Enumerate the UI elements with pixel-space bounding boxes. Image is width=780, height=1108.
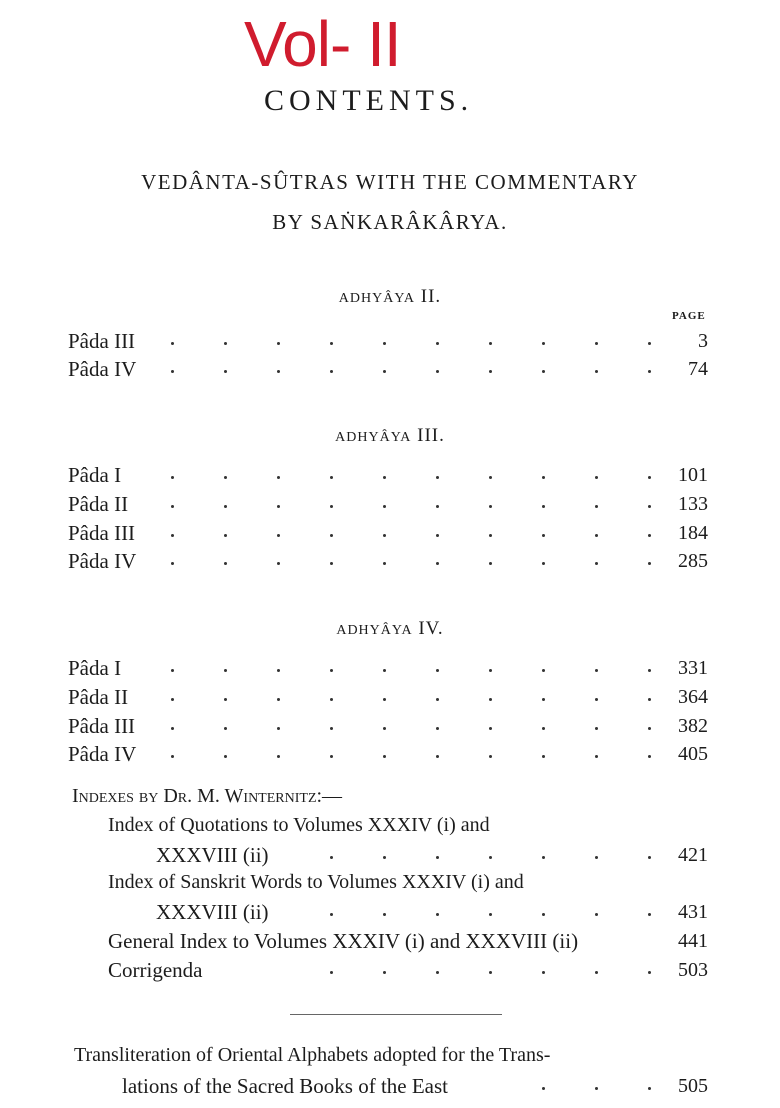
leader-dot (595, 856, 598, 859)
leader-dot (383, 856, 386, 859)
leader-dot (383, 562, 386, 565)
subtitle-line-1: VEDÂNTA-SÛTRAS WITH THE COMMENTARY (141, 170, 639, 194)
leader-dot (648, 913, 651, 916)
leader-dot (648, 562, 651, 565)
leader-dots (168, 491, 648, 517)
leader-dots (168, 684, 648, 710)
leader-dot (277, 669, 280, 672)
leader-dot (171, 562, 174, 565)
leader-dot (595, 370, 598, 373)
leader-dot (542, 913, 545, 916)
leader-dot (277, 755, 280, 758)
leader-dot (489, 698, 492, 701)
leader-dot (489, 505, 492, 508)
leader-dot (330, 342, 333, 345)
toc-entry[interactable] (68, 356, 708, 382)
divider (290, 1014, 502, 1015)
entry-page: 382 (678, 715, 708, 737)
leader-dot (436, 913, 439, 916)
entry-label: Pâda II (68, 685, 129, 709)
leader-dot (277, 505, 280, 508)
leader-dot (595, 913, 598, 916)
entry-page: 421 (678, 844, 708, 866)
leader-dot (436, 370, 439, 373)
leader-dot (171, 476, 174, 479)
leader-dot (330, 669, 333, 672)
leader-dot (542, 505, 545, 508)
entry-page: 285 (678, 550, 708, 572)
leader-dot (224, 698, 227, 701)
leader-dot (595, 505, 598, 508)
leader-dot (171, 698, 174, 701)
leader-dot (383, 342, 386, 345)
leader-dot (595, 755, 598, 758)
toc-entry[interactable] (156, 842, 708, 868)
leader-dot (224, 370, 227, 373)
section-heading-adhyaya-3 (0, 426, 780, 445)
entry-page: 74 (688, 358, 708, 380)
toc-entry[interactable] (68, 462, 708, 488)
leader-dot (224, 562, 227, 565)
leader-dot (383, 476, 386, 479)
entry-label: Pâda III (68, 714, 136, 738)
leader-dot (595, 669, 598, 672)
leader-dot (648, 534, 651, 537)
leader-dot (224, 755, 227, 758)
leader-dot (330, 562, 333, 565)
heading-word: ADHYÂYA (336, 623, 413, 638)
leader-dot (489, 476, 492, 479)
leader-dot (277, 476, 280, 479)
leader-dot (383, 698, 386, 701)
leader-dot (171, 534, 174, 537)
leader-dot (595, 727, 598, 730)
leader-dot (542, 534, 545, 537)
leader-dot (489, 669, 492, 672)
leader-dot (224, 342, 227, 345)
leader-dot (330, 476, 333, 479)
leader-dot (648, 342, 651, 345)
leader-dot (436, 755, 439, 758)
leader-dot (171, 370, 174, 373)
volume-label: Vol- II (244, 8, 401, 80)
leader-dots (512, 1073, 648, 1099)
toc-entry[interactable] (68, 520, 708, 546)
leader-dot (330, 534, 333, 537)
entry-label: Pâda II (68, 492, 129, 516)
leader-dot (224, 476, 227, 479)
leader-dot (277, 698, 280, 701)
entry-label: General Index to Volumes XXXIV (i) and XXXVIII (ii) (108, 929, 579, 953)
leader-dots (168, 655, 648, 681)
entry-label: lations of the Sacred Books of the East (122, 1074, 449, 1098)
leader-dot (436, 534, 439, 537)
leader-dot (277, 370, 280, 373)
leader-dot (489, 370, 492, 373)
leader-dot (330, 698, 333, 701)
entry-label: Pâda IV (68, 357, 137, 381)
leader-dots (168, 328, 648, 354)
entry-page: 101 (678, 464, 708, 486)
leader-dot (648, 370, 651, 373)
leader-dot (436, 856, 439, 859)
leader-dot (330, 727, 333, 730)
leader-dot (542, 856, 545, 859)
entry-page: 364 (678, 686, 708, 708)
leader-dot (383, 913, 386, 916)
leader-dots (168, 462, 648, 488)
leader-dot (489, 856, 492, 859)
toc-entry[interactable] (156, 899, 708, 925)
entry-label: XXXVIII (ii) (156, 843, 269, 867)
entry-label: Pâda IV (68, 742, 137, 766)
leader-dot (595, 342, 598, 345)
leader-dot (648, 669, 651, 672)
leader-dot (542, 971, 545, 974)
leader-dots (296, 899, 648, 925)
entry-page: 503 (678, 959, 708, 981)
leader-dot (436, 476, 439, 479)
leader-dot (489, 342, 492, 345)
leader-dots (168, 548, 648, 574)
leader-dot (224, 727, 227, 730)
leader-dot (595, 1087, 598, 1090)
leader-dot (436, 727, 439, 730)
entry-page: 441 (678, 930, 708, 952)
leader-dot (542, 1087, 545, 1090)
leader-dot (595, 534, 598, 537)
leader-dot (595, 476, 598, 479)
heading-number: II. (420, 286, 442, 307)
toc-entry[interactable] (68, 548, 708, 574)
leader-dot (277, 727, 280, 730)
leader-dot (277, 342, 280, 345)
entry-page: 133 (678, 493, 708, 515)
leader-dot (436, 698, 439, 701)
indexes-heading: Indexes by Dr. M. Winternitz:— (72, 785, 343, 807)
leader-dot (330, 505, 333, 508)
entry-page: 184 (678, 522, 708, 544)
entry-page: 331 (678, 657, 708, 679)
leader-dot (489, 562, 492, 565)
leader-dot (171, 755, 174, 758)
leader-dot (330, 913, 333, 916)
leader-dot (383, 727, 386, 730)
toc-entry[interactable] (68, 491, 708, 517)
leader-dot (383, 534, 386, 537)
leader-dot (383, 971, 386, 974)
leader-dot (171, 505, 174, 508)
leader-dot (224, 669, 227, 672)
leader-dot (648, 856, 651, 859)
subtitle-line-2: BY SAṄKARÂKÂRYA. (272, 210, 508, 234)
heading-number: IV. (418, 618, 444, 639)
leader-dots (168, 520, 648, 546)
leader-dot (224, 505, 227, 508)
leader-dot (436, 342, 439, 345)
toc-entry[interactable] (108, 928, 708, 954)
leader-dots (168, 741, 648, 767)
leader-dot (648, 971, 651, 974)
entry-label: Pâda III (68, 329, 136, 353)
leader-dot (648, 755, 651, 758)
leader-dot (489, 971, 492, 974)
leader-dot (489, 755, 492, 758)
leader-dot (330, 856, 333, 859)
toc-entry[interactable] (122, 1073, 708, 1099)
leader-dot (383, 755, 386, 758)
entry-label: Pâda I (68, 463, 122, 487)
transliteration-line-1[interactable]: Transliteration of Oriental Alphabets adopted for the Trans- (74, 1044, 551, 1066)
leader-dot (542, 669, 545, 672)
leader-dot (542, 370, 545, 373)
entry-page: 3 (698, 330, 708, 352)
leader-dot (383, 505, 386, 508)
entry-page: 431 (678, 901, 708, 923)
leader-dot (277, 534, 280, 537)
index-entry-line[interactable]: Index of Quotations to Volumes XXXIV (i) and (108, 814, 490, 836)
heading-word: ADHYÂYA (335, 430, 412, 445)
leader-dot (489, 913, 492, 916)
leader-dot (436, 505, 439, 508)
leader-dot (224, 534, 227, 537)
leader-dot (330, 971, 333, 974)
leader-dot (542, 755, 545, 758)
leader-dot (542, 698, 545, 701)
leader-dot (489, 727, 492, 730)
toc-entry[interactable] (108, 957, 708, 983)
leader-dot (648, 476, 651, 479)
leader-dot (595, 698, 598, 701)
leader-dot (648, 698, 651, 701)
entry-label: Pâda III (68, 521, 136, 545)
leader-dot (277, 562, 280, 565)
toc-entry[interactable] (68, 328, 708, 354)
leader-dot (648, 1087, 651, 1090)
leader-dot (542, 727, 545, 730)
leader-dot (171, 669, 174, 672)
toc-entry[interactable] (68, 684, 708, 710)
leader-dot (436, 669, 439, 672)
leader-dot (436, 562, 439, 565)
heading-word: ADHYÂYA (338, 291, 416, 306)
leader-dot (648, 727, 651, 730)
leader-dot (542, 562, 545, 565)
leader-dot (489, 534, 492, 537)
leader-dots (278, 957, 648, 983)
entry-page: 505 (678, 1075, 708, 1097)
entry-label: XXXVIII (ii) (156, 900, 269, 924)
leader-dot (595, 562, 598, 565)
section-heading-adhyaya-4 (0, 619, 780, 638)
toc-entry[interactable] (68, 655, 708, 681)
entry-page: 405 (678, 743, 708, 765)
leader-dot (595, 971, 598, 974)
leader-dot (383, 370, 386, 373)
page-title: CONTENTS. (264, 84, 474, 117)
toc-entry[interactable] (68, 713, 708, 739)
heading-number: III. (417, 425, 445, 446)
leader-dot (171, 727, 174, 730)
leader-dot (542, 342, 545, 345)
index-entry-line[interactable]: Index of Sanskrit Words to Volumes XXXIV (i) and (108, 871, 524, 893)
leader-dot (648, 505, 651, 508)
entry-label: Corrigenda (108, 958, 203, 982)
leader-dot (171, 342, 174, 345)
leader-dot (330, 370, 333, 373)
leader-dots (296, 842, 648, 868)
section-heading-adhyaya-2 (0, 287, 780, 306)
leader-dot (330, 755, 333, 758)
leader-dots (168, 356, 648, 382)
entry-label: Pâda I (68, 656, 122, 680)
leader-dots (168, 713, 648, 739)
leader-dot (436, 971, 439, 974)
page-column-label: PAGE (672, 310, 706, 322)
leader-dot (542, 476, 545, 479)
entry-label: Pâda IV (68, 549, 137, 573)
toc-entry[interactable] (68, 741, 708, 767)
leader-dot (383, 669, 386, 672)
